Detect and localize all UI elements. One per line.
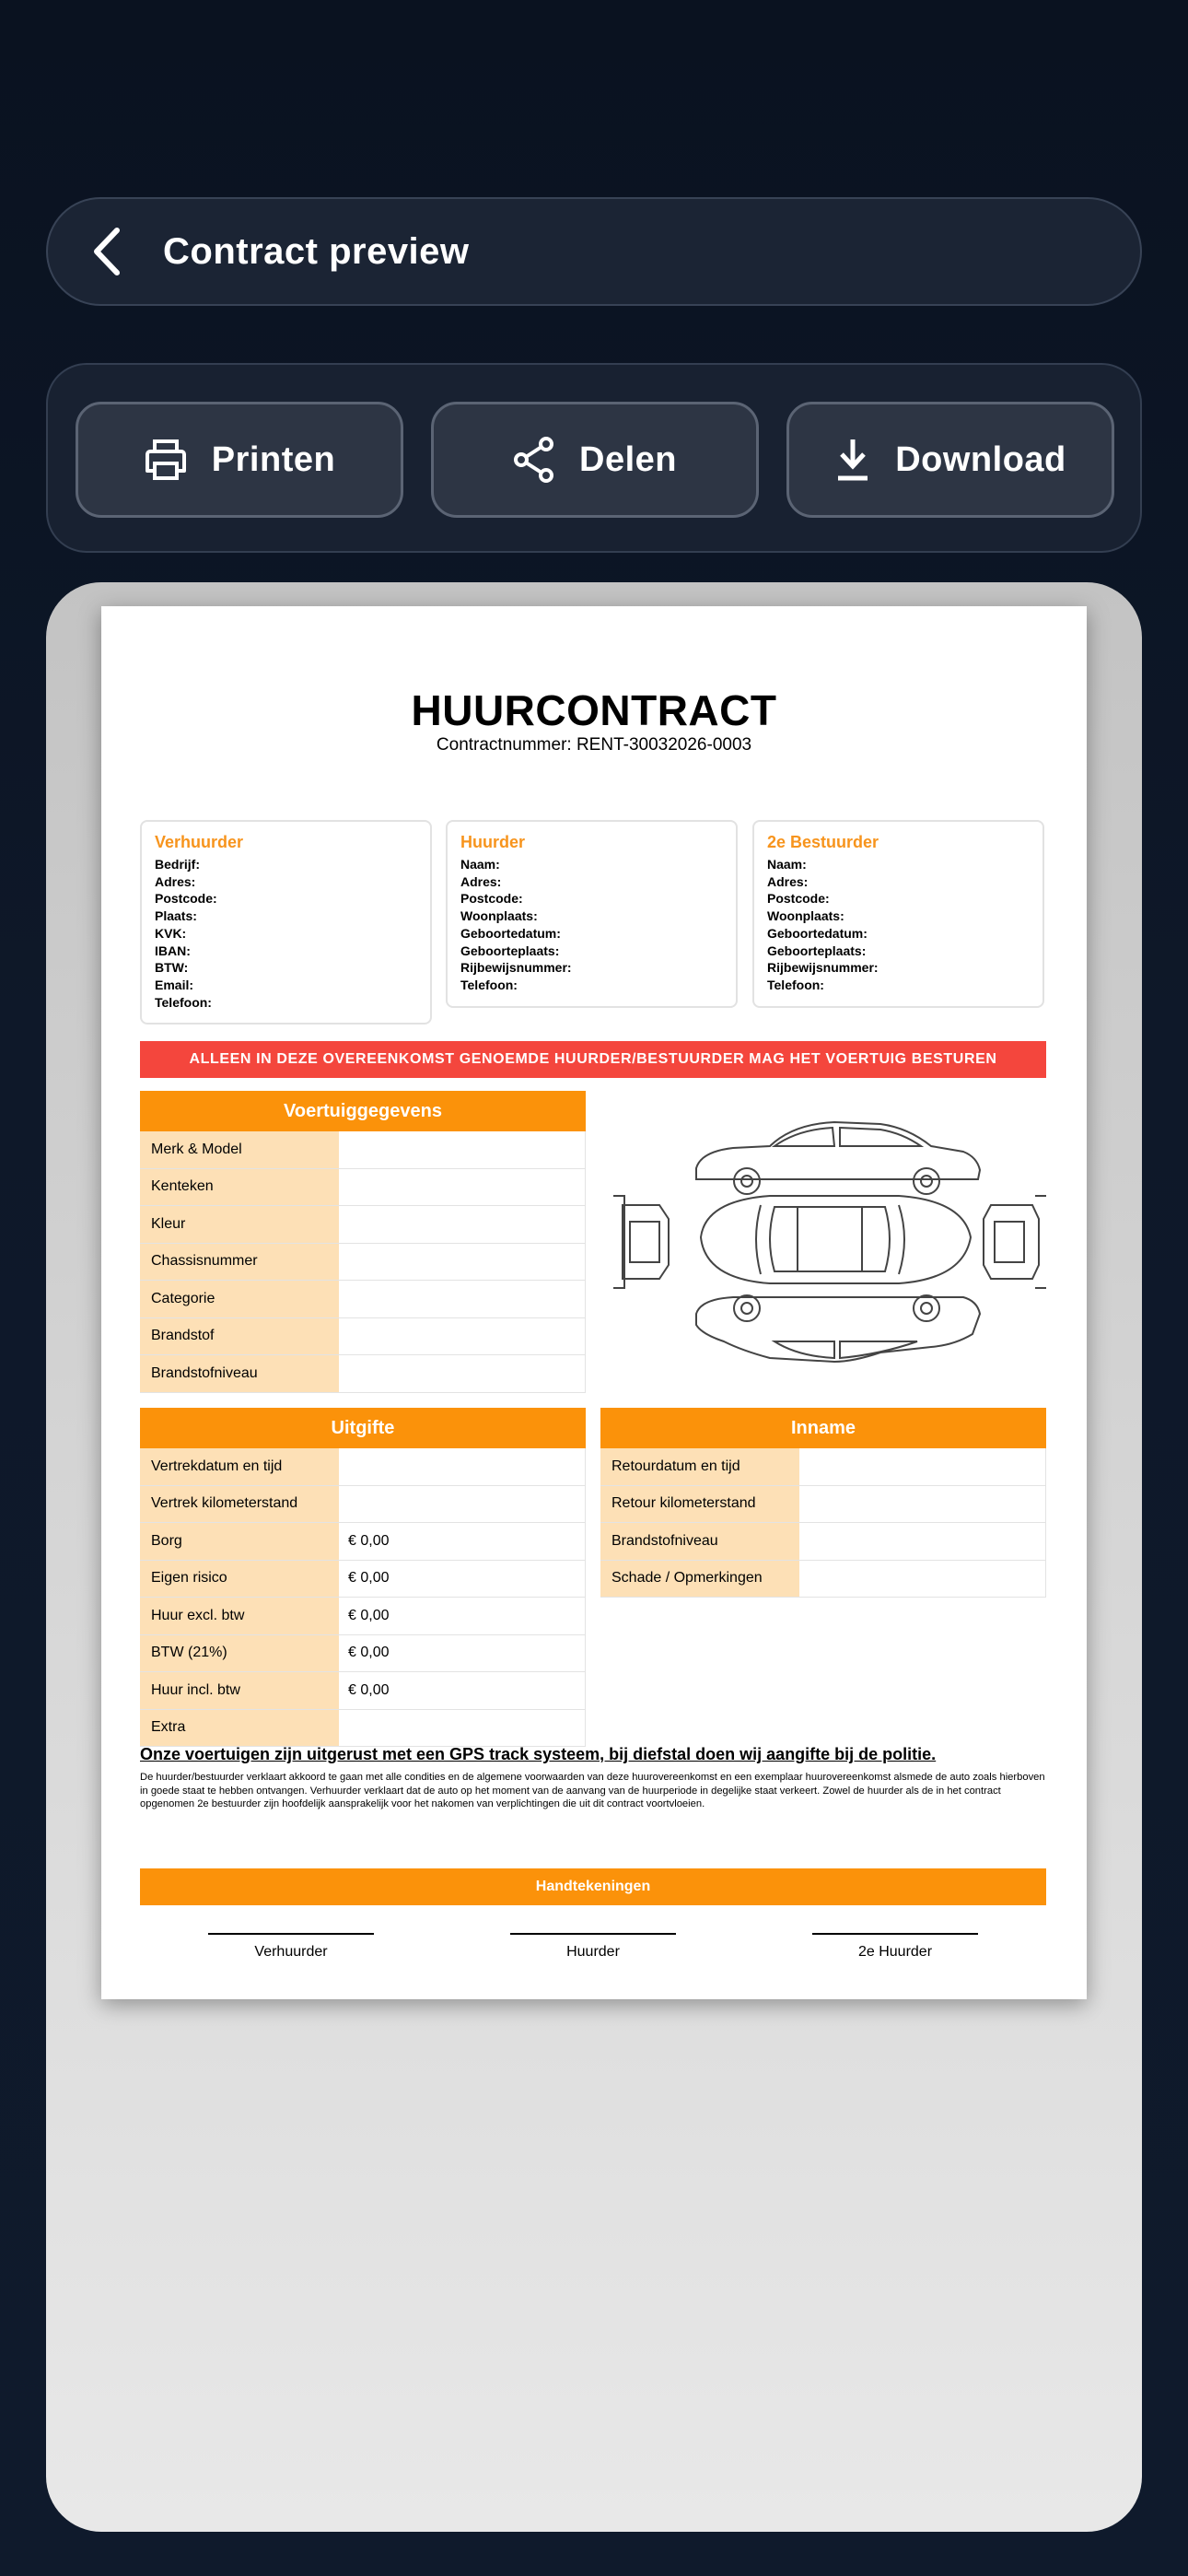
table-row [600,1561,1046,1598]
party-field: Adres: [767,873,809,889]
party-field: Postcode: [155,891,217,907]
row-label: Retourdatum en tijd [600,1448,799,1485]
share-button[interactable] [431,402,759,518]
row-label: Merk & Model [140,1131,339,1168]
party-field: Telefoon: [155,994,212,1010]
table-row [140,1244,586,1282]
row-value [339,1486,586,1523]
row-value: € 0,00 [339,1598,586,1634]
row-label: Eigen risico [140,1561,339,1598]
bestuurder2-box [752,820,1044,1008]
document-title: HUURCONTRACT [411,686,777,734]
signature-label: Verhuurder [254,1944,328,1960]
header-bar [46,197,1142,306]
car-outline-icon [613,1104,1046,1380]
row-value [339,1169,586,1206]
row-value [339,1131,586,1168]
print-label: Printen [211,439,336,479]
printer-icon [144,439,188,480]
share-label: Delen [579,439,677,479]
row-label: Vertrek kilometerstand [140,1486,339,1523]
page-title: Contract preview [163,230,470,272]
party-field: Naam: [767,857,807,872]
table-row [140,1598,586,1635]
declaration-text: De huurder/bestuurder verklaart akkoord te gaan met alle condities en de algemene voorwaarden van deze huurovereenkomst en een exemplaar huurovereenkomst alsmede de auto zoals hierboven in goede staat te hebben ontvangen. Verhuurder verklaart dat de auto op het moment van de aanvang van de huurperiode in degelijke staat verkeert. Zowel de huurder als de in het contract opgenomen 2e bestuurder zijn hoofdelijk aansprakelijk voor het nakomen van verplichtingen die uit dit contract voortvloeien. [140,1772,1045,1809]
row-label: Kleur [140,1206,339,1243]
table-row [140,1355,586,1393]
vehicle-table-title: Voertuiggegevens [140,1091,586,1131]
table-row [140,1206,586,1244]
gps-note: Onze voertuigen zijn uitgerust met een GPS track systeem, bij diefstal doen wij aangifte bij de politie. [140,1745,937,1763]
party-field: Woonplaats: [460,908,538,924]
row-label: Brandstofniveau [600,1523,799,1560]
party-field: BTW: [155,960,189,976]
table-row [140,1169,586,1207]
bestuurder2-title: 2e Bestuurder [767,833,879,851]
car-damage-diagram [613,1104,1046,1380]
row-label: Schade / Opmerkingen [600,1561,799,1598]
party-field: Telefoon: [767,977,824,992]
row-label: Brandstof [140,1318,339,1355]
party-field: Rijbewijsnummer: [460,960,572,976]
signature-huurder [510,1933,676,1961]
row-value: € 0,00 [339,1672,586,1709]
download-label: Download [895,439,1066,479]
party-field: Geboorteplaats: [460,943,560,958]
party-field: Geboortedatum: [767,925,868,941]
row-label: Vertrekdatum en tijd [140,1448,339,1485]
row-label: Retour kilometerstand [600,1486,799,1523]
row-label: Huur incl. btw [140,1672,339,1709]
row-value: € 0,00 [339,1635,586,1672]
row-label: Kenteken [140,1169,339,1206]
row-value [339,1244,586,1281]
row-value [339,1710,586,1747]
print-button[interactable] [76,402,403,518]
party-field: KVK: [155,925,187,941]
party-field: Geboorteplaats: [767,943,867,958]
row-value [339,1281,586,1317]
row-label: Extra [140,1710,339,1747]
signature-verhuurder [208,1933,374,1961]
table-row [140,1561,586,1598]
inname-title: Inname [600,1408,1046,1448]
party-field: Rijbewijsnummer: [767,960,879,976]
download-icon [834,438,871,482]
party-field: Adres: [460,873,502,889]
download-button[interactable] [786,402,1114,518]
party-field: Naam: [460,857,500,872]
signature-line [812,1933,978,1935]
chevron-left-icon [89,227,126,276]
table-row [140,1523,586,1561]
table-row [140,1281,586,1318]
row-label: Borg [140,1523,339,1560]
verhuurder-box [140,820,432,1025]
contract-preview-frame[interactable] [46,582,1142,2532]
uitgifte-table [140,1408,586,1747]
party-field: Postcode: [767,891,830,907]
table-row [140,1448,586,1486]
table-row [600,1448,1046,1486]
contract-document [101,606,1087,1999]
signature-line [510,1933,676,1935]
party-field: Email: [155,977,194,992]
row-value [339,1448,586,1485]
uitgifte-title: Uitgifte [140,1408,586,1448]
table-row [140,1131,586,1169]
signature-2e-huurder [812,1933,978,1961]
table-row [140,1672,586,1710]
verhuurder-title: Verhuurder [155,833,244,851]
row-value [339,1206,586,1243]
row-value [799,1486,1046,1523]
row-value: € 0,00 [339,1523,586,1560]
party-field: Telefoon: [460,977,518,992]
table-row [600,1486,1046,1524]
share-icon [513,437,555,483]
row-label: Huur excl. btw [140,1598,339,1634]
table-row [140,1486,586,1524]
party-field: Woonplaats: [767,908,844,924]
row-value [799,1523,1046,1560]
table-row [600,1523,1046,1561]
party-field: Geboortedatum: [460,925,561,941]
party-field: IBAN: [155,943,191,958]
row-value [339,1318,586,1355]
row-value [799,1448,1046,1485]
row-value [339,1355,586,1392]
party-field: Bedrijf: [155,857,200,872]
huurder-title: Huurder [460,833,526,851]
row-label: Chassisnummer [140,1244,339,1281]
row-value [799,1561,1046,1598]
row-label: Categorie [140,1281,339,1317]
party-field: Adres: [155,873,196,889]
back-button[interactable] [52,197,163,306]
table-row [140,1318,586,1356]
table-row [140,1635,586,1673]
contract-number: Contractnummer: RENT-30032026-0003 [436,735,752,755]
signature-label: Huurder [566,1944,620,1960]
huurder-box [446,820,738,1008]
vehicle-table [140,1091,586,1393]
table-row [140,1710,586,1748]
signatures-title: Handtekeningen [140,1868,1046,1905]
signature-line [208,1933,374,1935]
party-field: Postcode: [460,891,523,907]
inname-table [600,1408,1046,1598]
action-panel [46,363,1142,553]
row-label: BTW (21%) [140,1635,339,1672]
signature-label: 2e Huurder [857,1944,933,1960]
party-field: Plaats: [155,908,197,924]
warning-banner: ALLEEN IN DEZE OVEREENKOMST GENOEMDE HUURDER/BESTUURDER MAG HET VOERTUIG BESTUREN [140,1041,1046,1078]
row-label: Brandstofniveau [140,1355,339,1392]
row-value: € 0,00 [339,1561,586,1598]
